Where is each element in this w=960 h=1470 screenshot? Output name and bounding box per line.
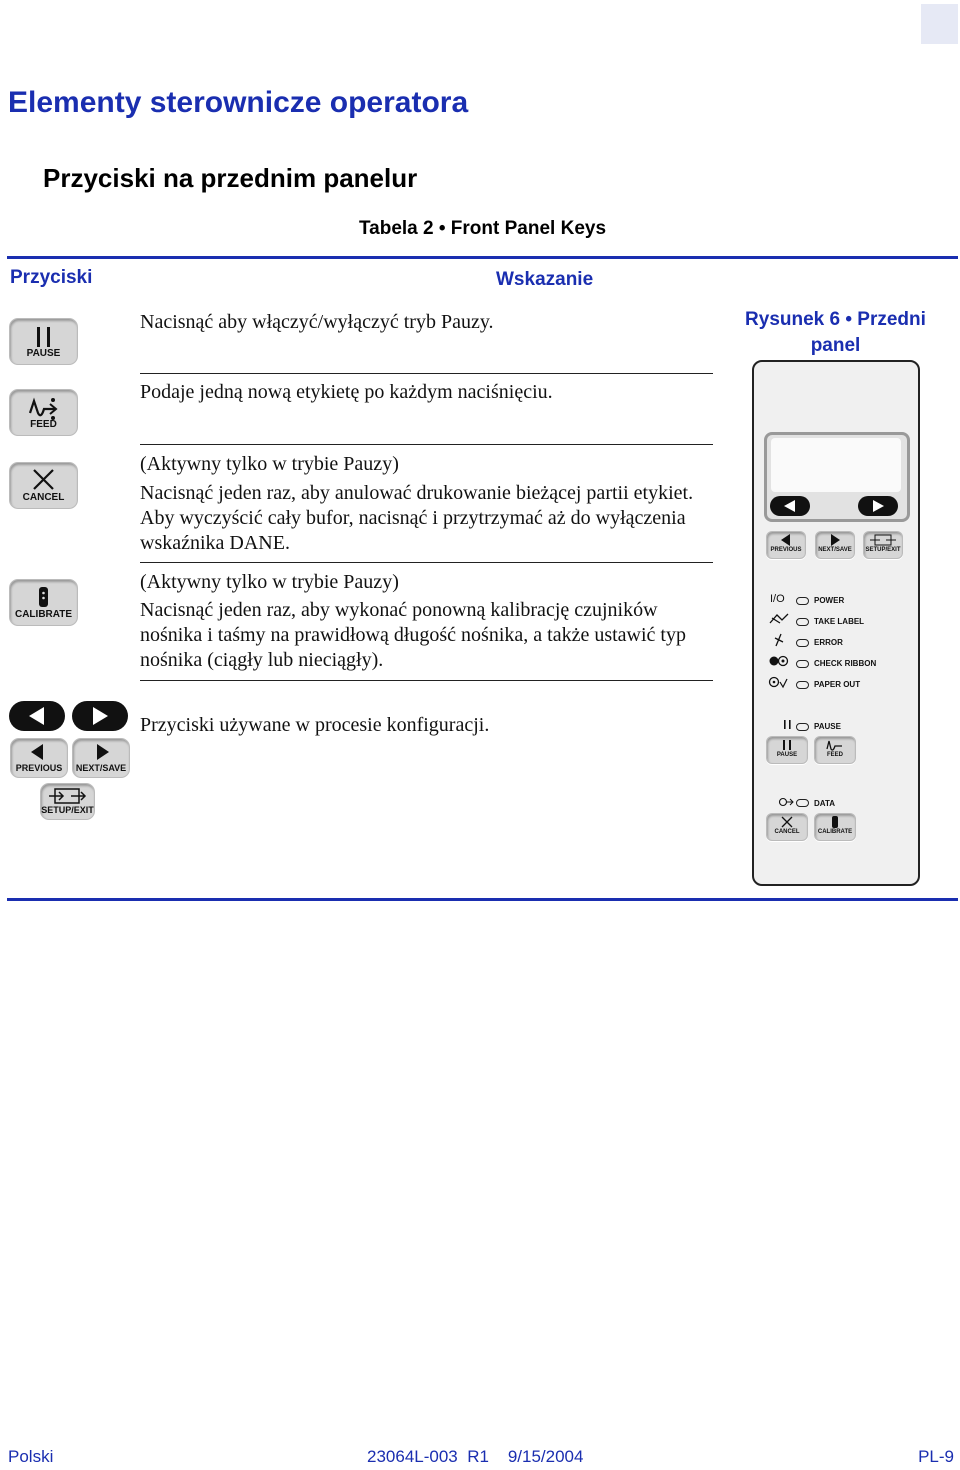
key-label: CANCEL (774, 829, 800, 835)
left-arrow-icon (770, 496, 810, 516)
footer-language: Polski (8, 1447, 54, 1466)
column-header-keys: Przyciski (10, 267, 93, 288)
key-label: PAUSE (776, 752, 798, 758)
setup-exit-icon (864, 533, 902, 547)
indicator-label: PAUSE (814, 722, 841, 731)
front-panel-figure (752, 360, 920, 886)
data-led (796, 799, 809, 807)
key-label: FEED (30, 419, 57, 430)
previous-key (766, 531, 806, 559)
key-label: PREVIOUS (770, 547, 802, 553)
row-text: Nacisnąć aby włączyć/wyłączyć tryb Pauzy. (140, 311, 494, 333)
error-led (796, 639, 809, 647)
key-label: PREVIOUS (15, 763, 63, 773)
table-bottom-rule (7, 898, 958, 901)
lcd-screen (771, 438, 901, 492)
feed-key (9, 389, 78, 436)
calibrate-key (9, 579, 78, 626)
table-caption: Tabela 2 • Front Panel Keys (358, 218, 607, 239)
feed-icon (815, 738, 855, 752)
power-led (796, 597, 809, 605)
calibrate-key (814, 813, 856, 841)
feed-key (814, 736, 856, 764)
indicator-label: CHECK RIBBON (814, 659, 877, 668)
previous-icon (11, 742, 67, 764)
pause-icon (782, 719, 794, 731)
key-label: NEXT/SAVE (818, 547, 852, 553)
key-label: SETUP/EXIT (865, 547, 901, 553)
section-title: Przyciski na przednim panelur (43, 163, 418, 193)
key-label: PAUSE (26, 348, 61, 359)
row-text: (Aktywny tylko w trybie Pauzy) (140, 571, 399, 593)
pause-led (796, 723, 809, 731)
paper-out-icon (768, 675, 792, 689)
left-arrow-icon (9, 701, 65, 731)
row-divider (140, 680, 713, 681)
next-icon (816, 533, 854, 547)
indicator-label: ERROR (814, 638, 843, 647)
key-label: NEXT/SAVE (75, 763, 127, 773)
corner-marker (921, 4, 958, 44)
row-divider (140, 562, 713, 563)
left-arrow-key (770, 496, 810, 516)
footer-document-info: 23064L-003 R1 9/15/2004 (367, 1447, 584, 1466)
cancel-key (766, 813, 808, 841)
setup-exit-key (863, 531, 903, 559)
take-label-led (796, 618, 809, 626)
right-arrow-key (858, 496, 898, 516)
table-top-rule (7, 256, 958, 259)
row-text: Nacisnąć jeden raz, aby anulować drukowanie bieżącej partii etykiet. Aby wyczyścić cały bufor, nacisnąć i przytrzymać aż do wyłączenia wskaźnika DANE. (140, 482, 694, 554)
paper-out-led (796, 681, 809, 689)
page-title: Elementy sterownicze operatora (8, 86, 469, 119)
next-icon (73, 742, 129, 764)
cancel-key (9, 462, 78, 509)
right-arrow-key (72, 701, 128, 731)
column-header-description: Wskazanie (496, 269, 594, 290)
indicator-label: POWER (814, 596, 845, 605)
left-arrow-key (9, 701, 65, 731)
row-text: (Aktywny tylko w trybie Pauzy) (140, 453, 399, 475)
row-text: Podaje jedną nową etykietę po każdym naciśnięciu. (140, 381, 553, 403)
calibrate-icon (815, 815, 855, 829)
key-label: CALIBRATE (817, 829, 853, 835)
footer-page-number: PL-9 (918, 1447, 954, 1466)
ribbon-icon (768, 654, 792, 668)
check-ribbon-led (796, 660, 809, 668)
key-label: SETUP/EXIT (41, 805, 94, 815)
next-save-key (72, 738, 130, 778)
next-save-key (815, 531, 855, 559)
previous-key (10, 738, 68, 778)
row-divider (140, 373, 713, 374)
indicator-label: PAPER OUT (814, 680, 861, 689)
row-text: Nacisnąć jeden raz, aby wykonać ponowną kalibrację czujników nośnika i taśmy na prawidłową długość nośnika, a także ustawić typ nośnika (ciągły lub nieciągły). (140, 599, 686, 671)
right-arrow-icon (72, 701, 128, 731)
previous-icon (767, 533, 805, 547)
indicator-label: TAKE LABEL (814, 617, 865, 626)
take-label-icon (768, 612, 790, 626)
setup-exit-key (40, 783, 95, 820)
figure-caption: Rysunek 6 • Przedni panel (745, 309, 926, 356)
key-label: CANCEL (22, 492, 65, 503)
pause-key (9, 318, 78, 365)
indicator-label: DATA (814, 799, 836, 808)
key-label: CALIBRATE (14, 609, 73, 620)
data-icon (778, 796, 796, 808)
pause-icon (767, 738, 807, 752)
close-icon (767, 815, 807, 829)
right-arrow-icon (858, 496, 898, 516)
error-icon (772, 633, 786, 647)
row-text: Przyciski używane w procesie konfiguracji. (140, 714, 490, 736)
key-label: FEED (826, 752, 843, 758)
pause-key (766, 736, 808, 764)
power-symbol: I/O (770, 593, 785, 605)
row-divider (140, 444, 713, 445)
